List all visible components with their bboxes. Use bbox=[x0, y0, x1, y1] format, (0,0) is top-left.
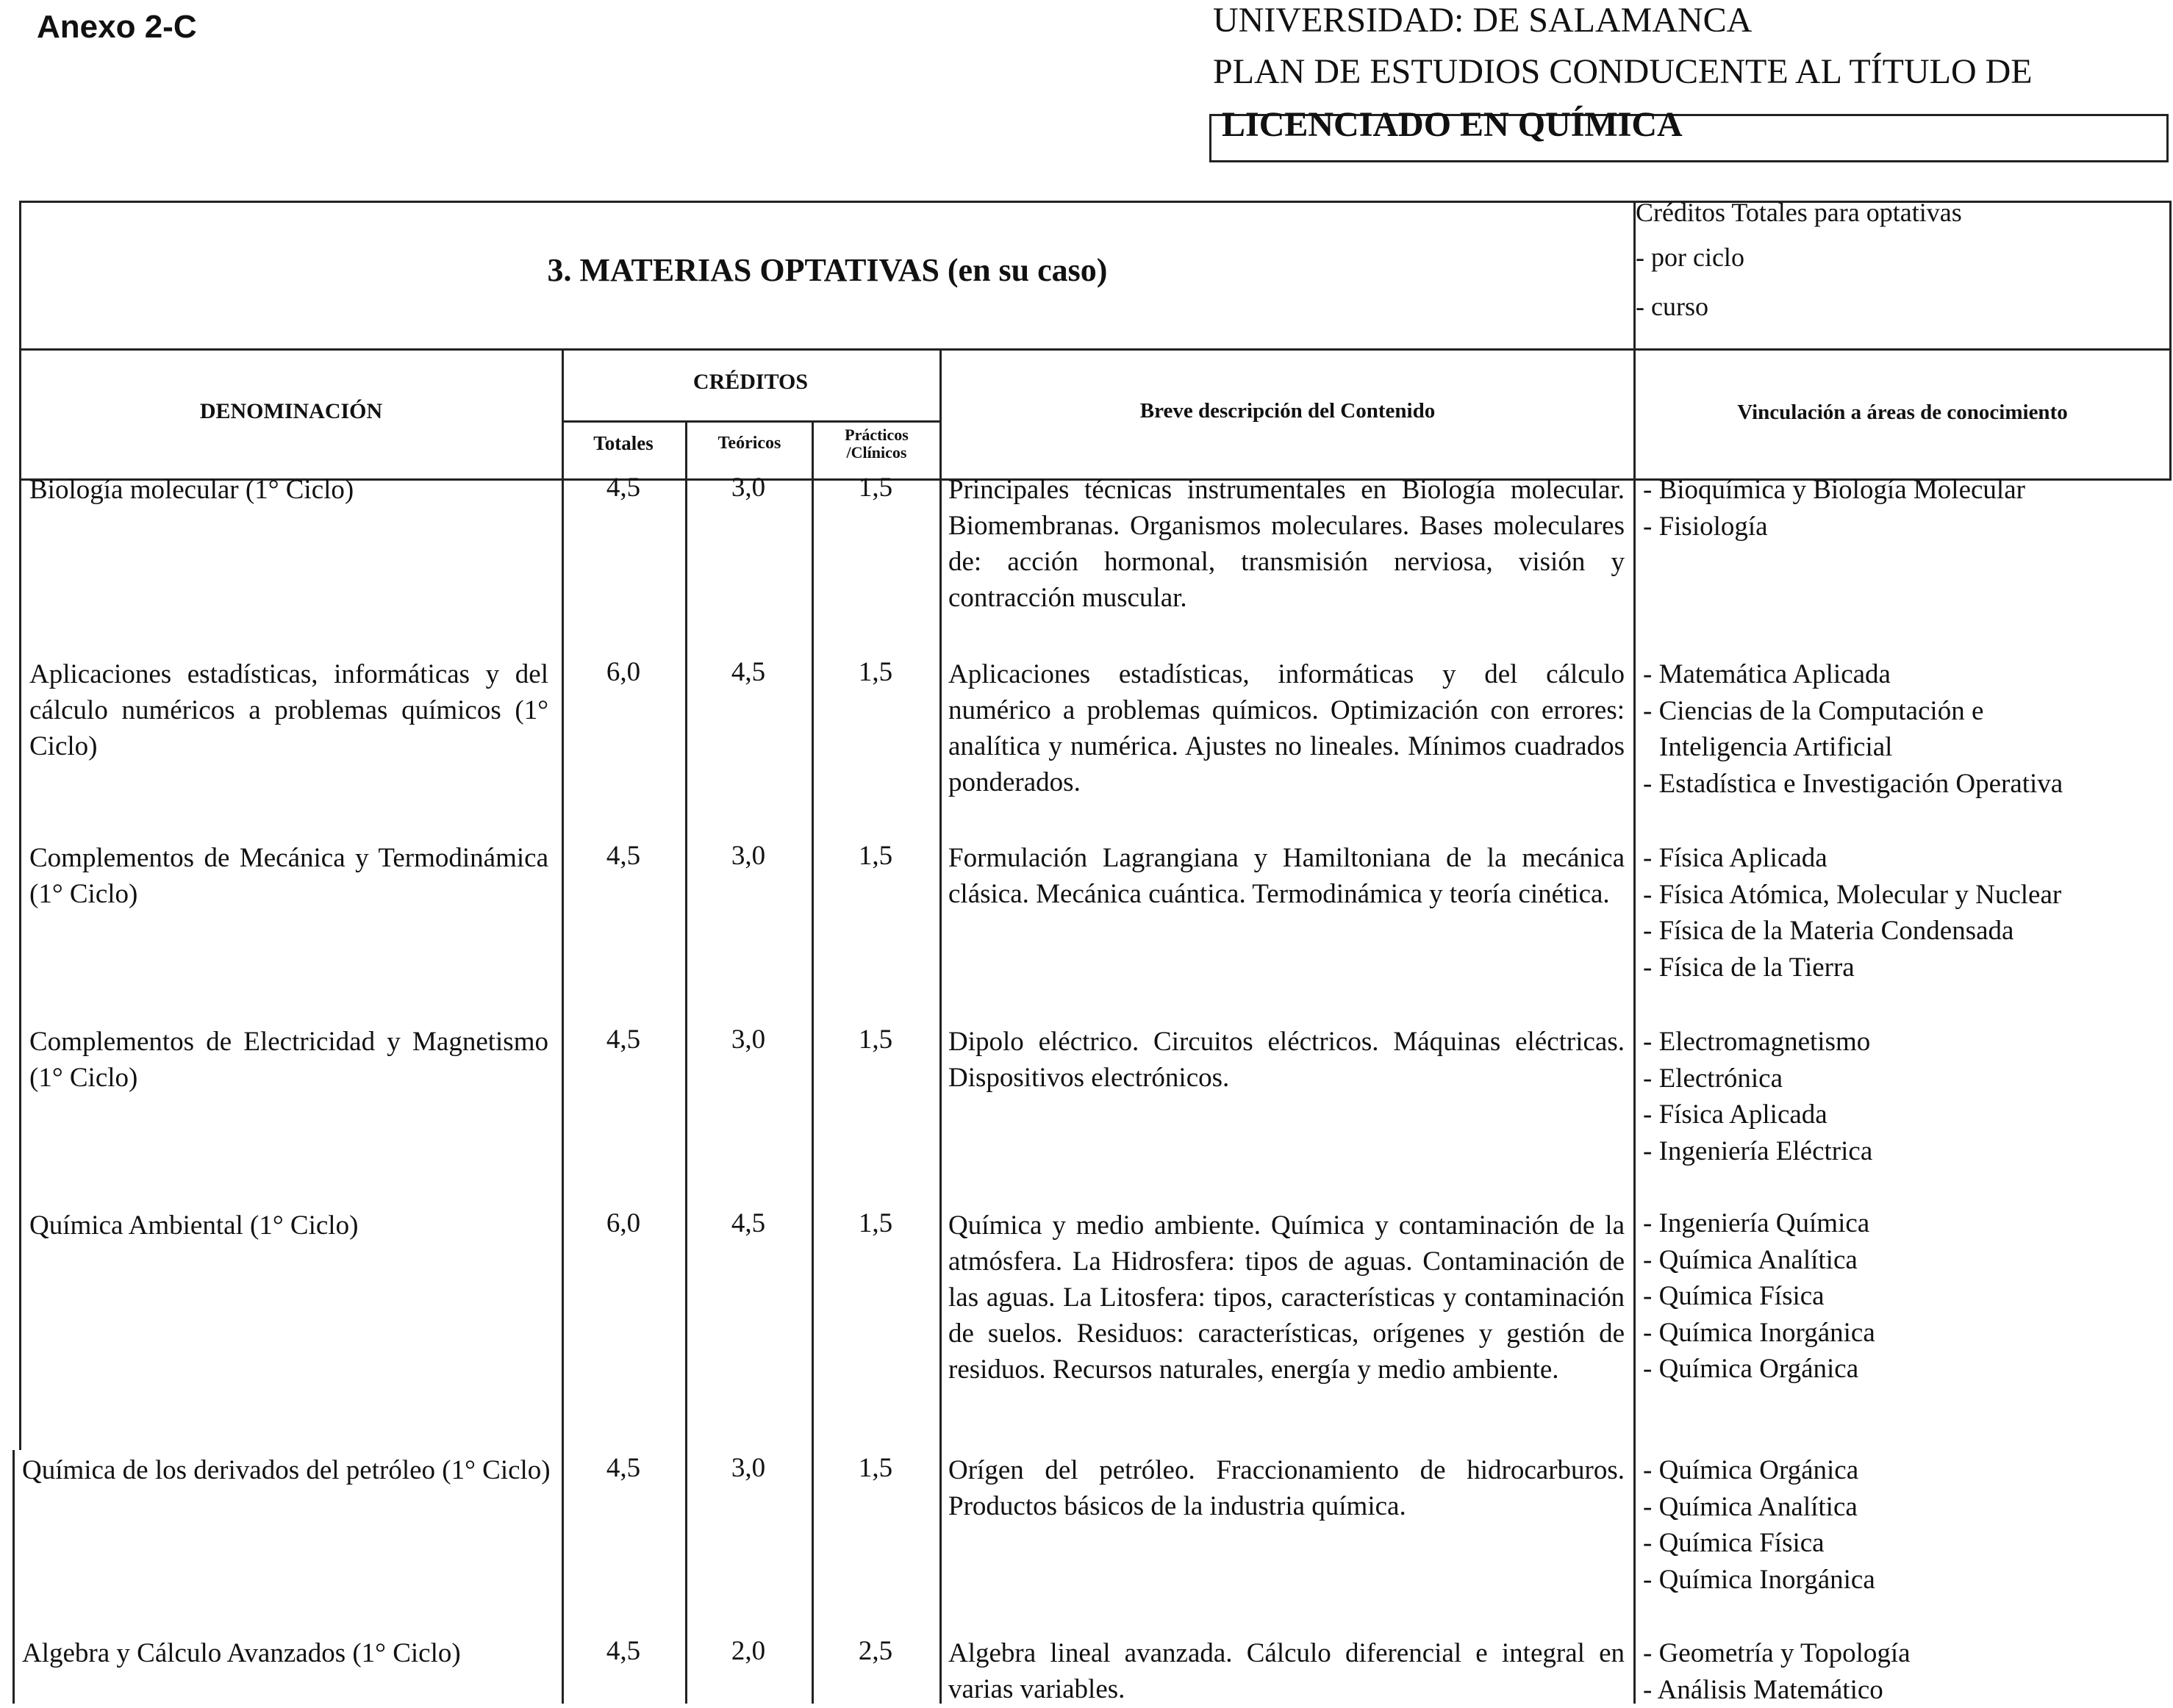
credits-practice: 1,5 bbox=[812, 1208, 939, 1239]
subject-description: Formulación Lagrangiana y Hamiltoniana de la mecánica clásica. Mecánica cuántica. Termodinámica y teoría cinética. bbox=[948, 840, 1625, 912]
credits-practice: 2,5 bbox=[812, 1635, 939, 1667]
subject-name: Química de los derivados del petróleo (1° Ciclo) bbox=[22, 1452, 551, 1488]
area-item: - Química Inorgánica bbox=[1643, 1562, 1875, 1598]
area-item: Inteligencia Artificial bbox=[1643, 729, 2063, 766]
subject-name: Complementos de Electricidad y Magnetismo (1° Ciclo) bbox=[29, 1024, 548, 1096]
column-header-practice bbox=[814, 426, 939, 462]
section-header-bottom-border bbox=[19, 348, 2172, 351]
credits-practice: 1,5 bbox=[812, 656, 939, 688]
credits-theory: 3,0 bbox=[685, 1452, 812, 1484]
area-item: - Química Física bbox=[1643, 1525, 1875, 1562]
column-header-total: Totales bbox=[562, 432, 685, 455]
column-header-name: DENOMINACIÓN bbox=[21, 399, 562, 424]
knowledge-areas bbox=[1643, 1452, 1875, 1598]
subject-description: Química y medio ambiente. Química y contaminación de la atmósfera. La Hidrosfera: tipos de aguas. Contaminación de las aguas. La Litosfera: tipos, características y contaminación de suelos. Residuos: características, orígenes y gestión de residuos. Recursos naturales, energía y medio ambiente. bbox=[948, 1208, 1625, 1388]
area-item: - Ingeniería Eléctrica bbox=[1643, 1133, 1872, 1170]
area-item: - Estadística e Investigación Operativa bbox=[1643, 766, 2063, 803]
areas-column-border bbox=[1633, 201, 1636, 1704]
subject-name: Complementos de Mecánica y Termodinámica (1° Ciclo) bbox=[29, 840, 548, 912]
optativas-credits-title: Créditos Totales para optativas bbox=[1636, 197, 1962, 228]
area-item: - Bioquímica y Biología Molecular bbox=[1643, 472, 2025, 509]
credits-theory: 2,0 bbox=[685, 1635, 812, 1667]
subject-description: Algebra lineal avanzada. Cálculo diferencial e integral en varias variables. bbox=[948, 1635, 1625, 1707]
subject-name: Biología molecular (1° Ciclo) bbox=[29, 472, 544, 508]
section-title: 3. MATERIAS OPTATIVAS (en su caso) bbox=[21, 251, 1634, 289]
credits-theory: 3,0 bbox=[685, 840, 812, 872]
area-item: - Fisiología bbox=[1643, 509, 2025, 545]
subject-description: Aplicaciones estadísticas, informáticas y del cálculo numérico a problemas químicos. Optimización con errores: analítica y numérica. Ajustes no lineales. Mínimos cuadrados ponderados. bbox=[948, 656, 1625, 800]
credits-practice: 1,5 bbox=[812, 1452, 939, 1484]
area-item: - Física Atómica, Molecular y Nuclear bbox=[1643, 877, 2061, 914]
per-course-label: - curso bbox=[1636, 291, 1708, 322]
credits-column-border bbox=[939, 348, 942, 1704]
table-right-border bbox=[2169, 201, 2172, 480]
per-cycle-label: - por ciclo bbox=[1636, 242, 1744, 273]
credits-theory: 4,5 bbox=[685, 656, 812, 688]
knowledge-areas bbox=[1643, 656, 2063, 802]
credits-theory: 3,0 bbox=[685, 1024, 812, 1055]
area-item: - Química Orgánica bbox=[1643, 1452, 1875, 1489]
theory-column-border bbox=[812, 420, 814, 1704]
table-left-border-lower bbox=[12, 1450, 15, 1704]
credits-practice: 1,5 bbox=[812, 472, 939, 503]
column-header-areas: Vinculación a áreas de conocimiento bbox=[1636, 401, 2169, 425]
column-header-practice-line1: Prácticos bbox=[814, 426, 939, 444]
credits-subheader-border bbox=[562, 420, 939, 423]
area-item: - Física de la Tierra bbox=[1643, 950, 2061, 986]
area-item: - Química Inorgánica bbox=[1643, 1315, 1875, 1352]
area-item: - Química Física bbox=[1643, 1278, 1875, 1315]
credits-theory: 3,0 bbox=[685, 472, 812, 503]
subject-name: Aplicaciones estadísticas, informáticas y del cálculo numéricos a problemas químicos (1° Ciclo) bbox=[29, 656, 548, 764]
area-item: - Química Analítica bbox=[1643, 1242, 1875, 1279]
subject-description: Orígen del petróleo. Fraccionamiento de hidrocarburos. Productos básicos de la industria química. bbox=[948, 1452, 1625, 1524]
subject-description: Dipolo eléctrico. Circuitos eléctricos. Máquinas eléctricas. Dispositivos electrónicos. bbox=[948, 1024, 1625, 1096]
credits-total: 4,5 bbox=[562, 840, 685, 872]
knowledge-areas bbox=[1643, 1024, 1872, 1169]
credits-practice: 1,5 bbox=[812, 1024, 939, 1055]
area-item: - Ingeniería Química bbox=[1643, 1205, 1875, 1242]
university-name: UNIVERSIDAD: DE SALAMANCA bbox=[1213, 0, 1752, 40]
area-item: - Electromagnetismo bbox=[1643, 1024, 1872, 1061]
knowledge-areas bbox=[1643, 840, 2061, 986]
subject-name: Algebra y Cálculo Avanzados (1° Ciclo) bbox=[22, 1635, 551, 1671]
subject-description: Principales técnicas instrumentales en Biología molecular. Biomembranas. Organismos moleculares. Bases moleculares de: acción hormonal, transmisión nerviosa, visión y contracción muscular. bbox=[948, 472, 1625, 616]
knowledge-areas bbox=[1643, 1635, 1911, 1708]
area-item: - Análisis Matemático bbox=[1643, 1672, 1911, 1708]
credits-total: 6,0 bbox=[562, 1208, 685, 1239]
subject-name: Química Ambiental (1° Ciclo) bbox=[29, 1208, 548, 1244]
degree-title: LICENCIADO EN QUÍMICA bbox=[1222, 104, 1683, 145]
total-column-border bbox=[685, 420, 687, 1704]
annex-label: Anexo 2-C bbox=[37, 9, 197, 46]
credits-total: 6,0 bbox=[562, 656, 685, 688]
area-item: - Física de la Materia Condensada bbox=[1643, 913, 2061, 950]
credits-theory: 4,5 bbox=[685, 1208, 812, 1239]
area-item: - Química Orgánica bbox=[1643, 1351, 1875, 1388]
area-item: - Electrónica bbox=[1643, 1061, 1872, 1097]
credits-practice: 1,5 bbox=[812, 840, 939, 872]
column-header-credits: CRÉDITOS bbox=[562, 370, 939, 395]
table-left-border bbox=[19, 201, 21, 1450]
area-item: - Geometría y Topología bbox=[1643, 1635, 1911, 1672]
study-plan-title: PLAN DE ESTUDIOS CONDUCENTE AL TÍTULO DE bbox=[1213, 51, 2033, 92]
area-item: - Física Aplicada bbox=[1643, 840, 2061, 877]
area-item: - Física Aplicada bbox=[1643, 1097, 1872, 1133]
column-header-theory: Teóricos bbox=[687, 434, 812, 453]
area-item: - Ciencias de la Computación e bbox=[1643, 693, 2063, 730]
credits-total: 4,5 bbox=[562, 1452, 685, 1484]
column-header-description: Breve descripción del Contenido bbox=[942, 399, 1633, 423]
credits-total: 4,5 bbox=[562, 472, 685, 503]
credits-total: 4,5 bbox=[562, 1635, 685, 1667]
area-item: - Matemática Aplicada bbox=[1643, 656, 2063, 693]
knowledge-areas bbox=[1643, 1205, 1875, 1388]
area-item: - Química Analítica bbox=[1643, 1489, 1875, 1526]
knowledge-areas bbox=[1643, 472, 2025, 545]
credits-total: 4,5 bbox=[562, 1024, 685, 1055]
column-header-practice-line2: /Clínicos bbox=[814, 444, 939, 462]
